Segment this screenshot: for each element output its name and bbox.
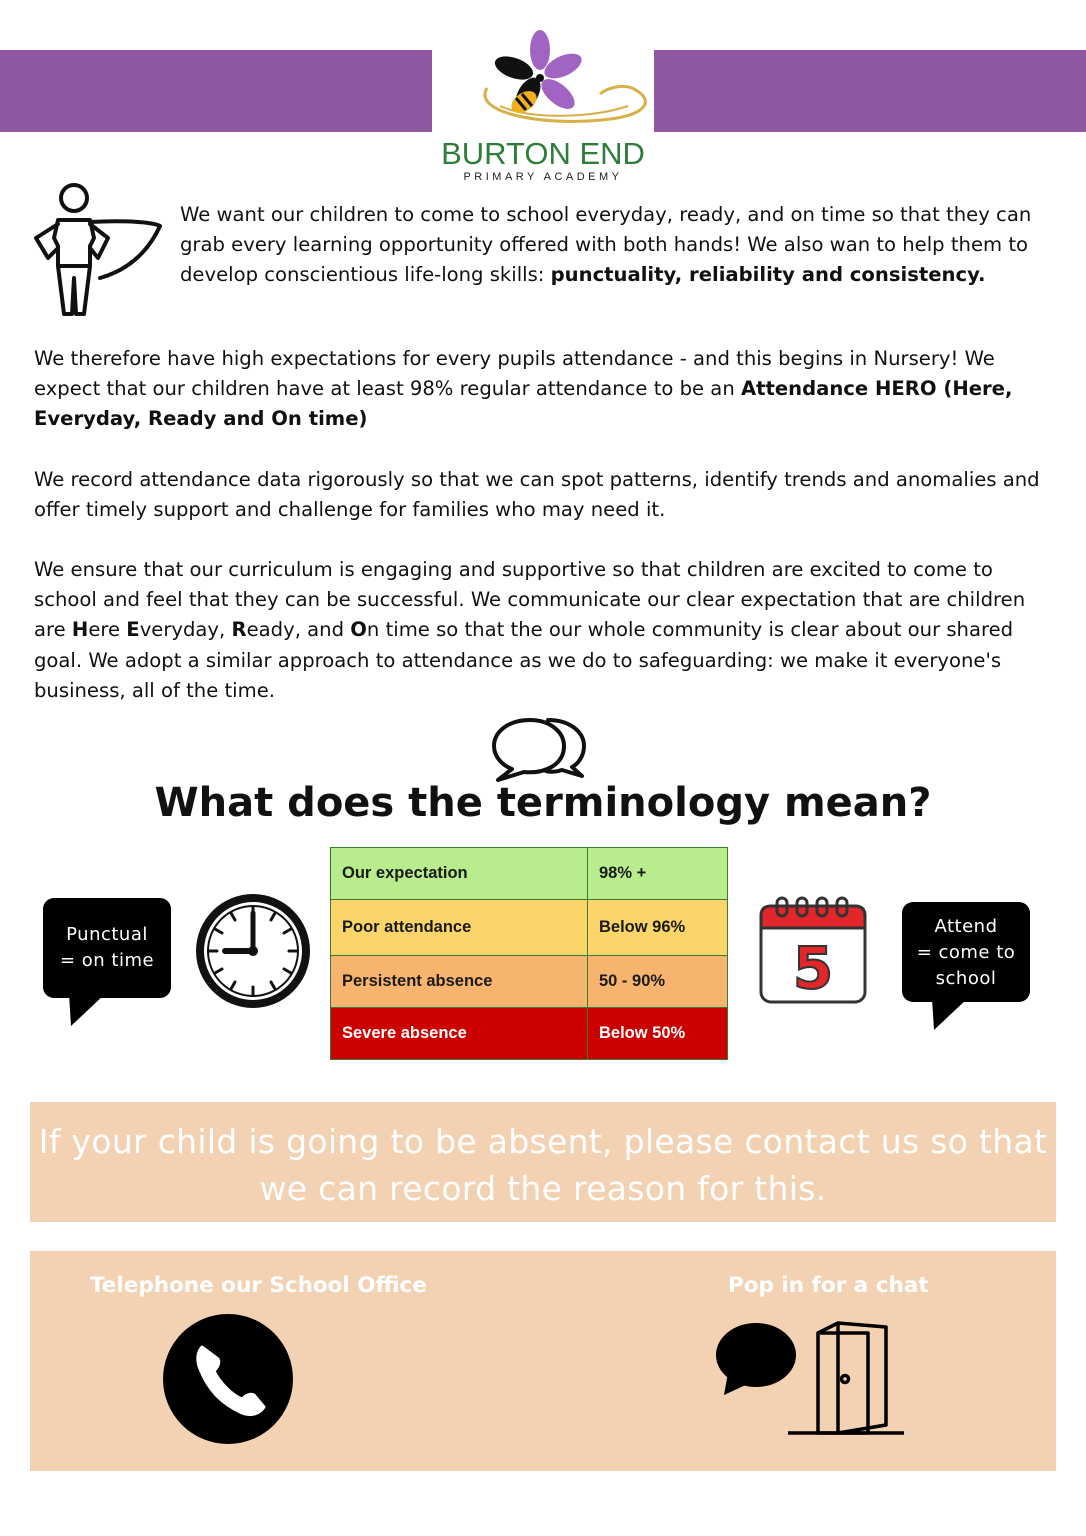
term-cell: Persistent absence	[331, 956, 588, 1008]
absence-message: If your child is going to be absent, please contact us so that we can record the reason for this.	[38, 1122, 1048, 1208]
intro-p1-bold: punctuality, reliability and consistency.	[550, 263, 986, 287]
hero-letter-r: R	[231, 618, 247, 642]
punctual-line-2: = on time	[59, 950, 155, 971]
intro-paragraph-4	[34, 555, 1059, 706]
brand-subtitle: PRIMARY ACADEMY	[463, 171, 623, 183]
intro-p4-text-f: n time so that the our whole community is clear about our shared goal. We adopt a similar approach to attendance as we do to safeguarding: we make it everyone's business, all of the time.	[34, 618, 1014, 702]
hero-letter-o: O	[350, 618, 367, 642]
intro-paragraph-1	[180, 200, 1050, 291]
header-band-left	[0, 50, 432, 132]
visit-label: Pop in for a chat	[728, 1273, 929, 1298]
attend-line-1: Attend	[934, 916, 998, 937]
contact-panel	[30, 1251, 1056, 1471]
value-cell: Below 50%	[588, 1008, 728, 1060]
term-cell: Our expectation	[331, 848, 588, 900]
visit-icon	[714, 1321, 906, 1445]
terminology-table	[330, 847, 728, 1060]
value-cell: 50 - 90%	[588, 956, 728, 1008]
value-cell: Below 96%	[588, 900, 728, 956]
brand-name: BURTON END	[441, 136, 645, 171]
attend-line-2: = come to	[916, 942, 1016, 963]
speech-bubbles-icon	[490, 714, 588, 784]
superhero-icon	[28, 182, 164, 320]
attend-bubble-tail	[928, 998, 968, 1032]
school-logo	[432, 28, 654, 186]
terminology-heading: What does the terminology mean?	[154, 780, 932, 826]
chat-bubble-icon	[716, 1323, 796, 1395]
bee-flower-logo	[432, 28, 654, 138]
terminology-row	[331, 900, 728, 956]
intro-p1-text: We want our children to come to school everyday, ready, and on time so that they can grab every learning opportunity offered with both hands! We also wan to help them to develop conscientious life-long skills:	[180, 203, 1032, 287]
term-cell: Severe absence	[331, 1008, 588, 1060]
intro-p4-text-c: veryday,	[139, 618, 232, 642]
terminology-row	[331, 848, 728, 900]
door-icon	[788, 1323, 904, 1433]
punctual-bubble	[43, 898, 171, 998]
intro-p4-text-d: eady, and	[246, 618, 351, 642]
hero-letter-h: H	[71, 618, 89, 642]
terminology-row	[331, 1008, 728, 1060]
terminology-row	[331, 956, 728, 1008]
value-cell: 98% +	[588, 848, 728, 900]
intro-p2-bold: Attendance HERO (Here, Everyday, Ready and On time)	[34, 377, 1013, 431]
calendar-day: 5	[792, 934, 834, 1002]
hero-letter-e: E	[126, 618, 140, 642]
absence-message-banner	[30, 1102, 1056, 1222]
attend-bubble	[902, 902, 1030, 1002]
intro-paragraph-3: We record attendance data rigorously so that we can spot patterns, identify trends and anomalies and offer timely support and challenge for families who may need it.	[34, 468, 1040, 522]
attend-line-3: school	[935, 968, 997, 989]
intro-paragraph-2	[34, 344, 1054, 435]
intro-p2-text: We therefore have high expectations for every pupils attendance - and this begins in Nursery! We expect that our children have at least 98% regular attendance to be an	[34, 347, 995, 401]
telephone-label: Telephone our School Office	[90, 1273, 427, 1298]
punctual-bubble-tail	[65, 994, 105, 1028]
clock-icon	[193, 891, 313, 1011]
intro-p4-text-b: ere	[88, 618, 127, 642]
punctual-line-1: Punctual	[66, 924, 148, 945]
phone-icon	[162, 1313, 294, 1445]
intro-p4-text-a: We ensure that our curriculum is engaging and supportive so that children are excited to come to school and feel that they can be successful. We communicate our clear expectation that are children are	[34, 558, 1026, 642]
calendar-icon	[757, 896, 869, 1006]
header-band-right	[654, 50, 1086, 132]
term-cell: Poor attendance	[331, 900, 588, 956]
